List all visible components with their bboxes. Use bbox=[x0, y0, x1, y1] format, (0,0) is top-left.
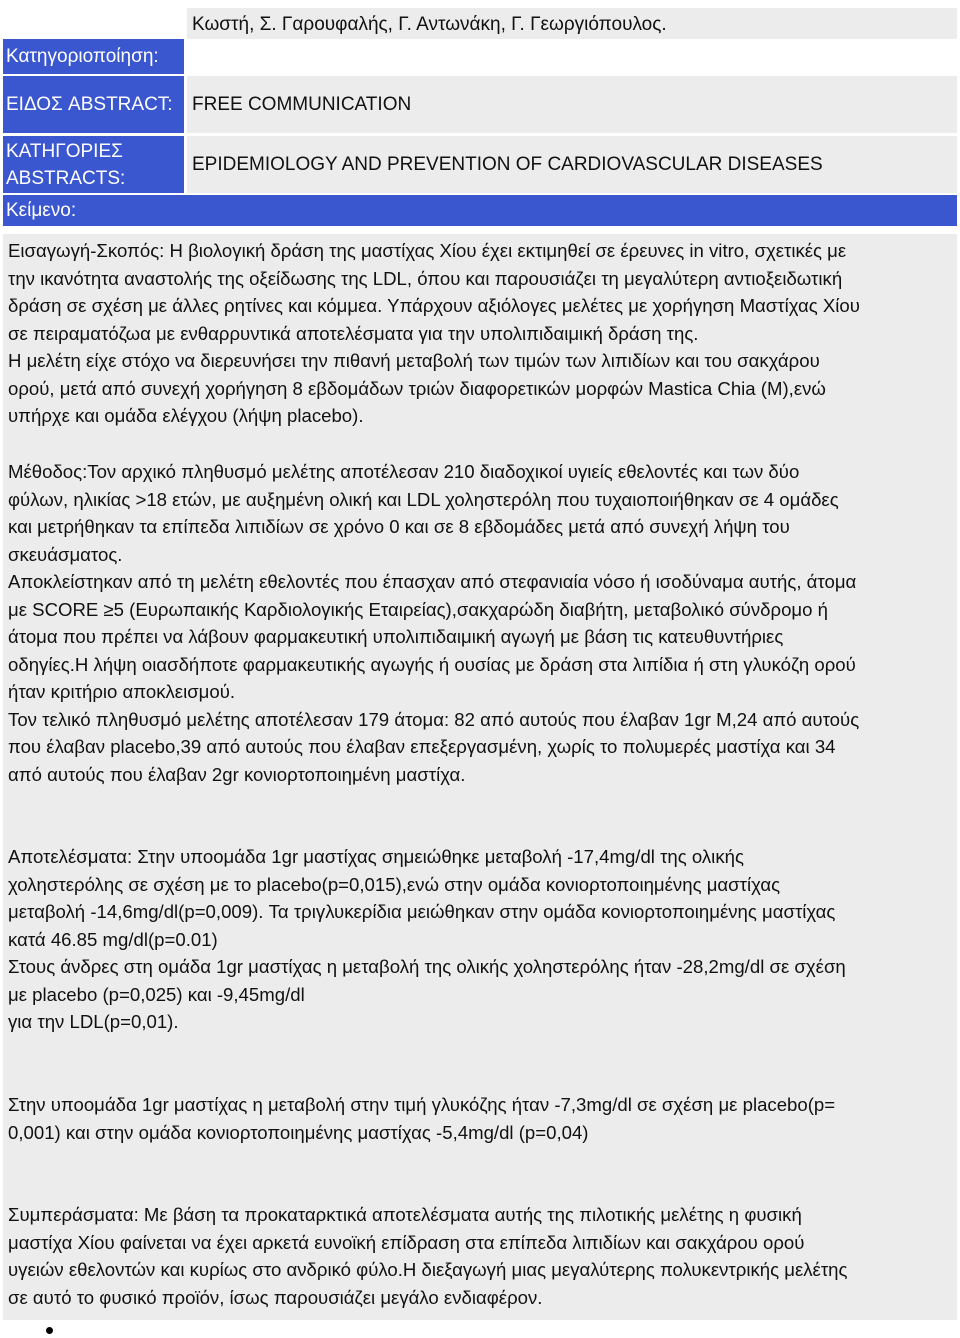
body-label-row bbox=[3, 195, 957, 226]
list-bullet bbox=[46, 1327, 53, 1334]
category-label: Κατηγοριοποίηση: bbox=[3, 39, 184, 74]
authors-row bbox=[3, 8, 957, 39]
category-value bbox=[187, 39, 957, 74]
abstract-type-label: ΕΙΔΟΣ ABSTRACT: bbox=[3, 76, 184, 133]
abstract-categories-value: EPIDEMIOLOGY AND PREVENTION OF CARDIOVASCULAR DISEASES bbox=[187, 136, 957, 193]
conclusions-paragraph: Συμπεράσματα: Με βάση τα προκαταρκτικά αποτελέσματα αυτής της πιλοτικής μελέτης η φυσική μαστίχα Χίου φαίνεται να έχει αρκετά ευνοϊκή επίδραση στα επίπεδα λιπιδίων και σακχάρου ορού υγειών εθελοντών και κυρίως στο ανδρικό φύλο.Η διεξαγωγή μιας μεγαλύτερης πολυκεντρικής μελέτης σε αυτό το φυσικό προϊόν, ίσως παρουσιάζει μεγάλο ενδιαφέρον. bbox=[8, 1204, 848, 1308]
abstract-body bbox=[3, 234, 957, 1320]
abstract-metadata-table bbox=[3, 8, 957, 226]
category-row bbox=[3, 39, 957, 74]
authors-label-cell bbox=[3, 8, 184, 39]
authors-value: Κωστή, Σ. Γαρουφαλής, Γ. Αντωνάκη, Γ. Γεωργιόπουλος. bbox=[187, 8, 957, 39]
body-label: Κείμενο: bbox=[3, 195, 957, 226]
glucose-paragraph: Στην υποομάδα 1gr μαστίχας η μεταβολή στην τιμή γλυκόζης ήταν -7,3mg/dl σε σχέση με placebo(p= 0,001) και στην ομάδα κονιορτοποιημένης μαστίχας -5,4mg/dl (p=0,04) bbox=[8, 1094, 836, 1143]
methods-paragraph: Μέθοδος:Τον αρχικό πληθυσμό μελέτης αποτέλεσαν 210 διαδοχικοί υγιείς εθελοντές και των δύο φύλων, ηλικίας >18 ετών, με αυξημένη ολική και LDL χοληστερόλη που τυχαιοποιήθηκαν σε 4 ομάδες και μετρήθηκαν τα επίπεδα λιπιδίων σε χρόνο 0 και σε 8 εβδομάδες μετά από συνεχή λήψη του σκευάσματος. Αποκλείστηκαν από τη μελέτη εθελοντές που έπασχαν από στεφανιαία νόσο ή ισοδύναμα αυτής, άτομα με SCORE ≥5 (Ευρωπαικής Καρδιολογικής Εταιρείας),σακχαρώδη διαβήτη, μεταβολικό σύνδρομο ή άτομα που πρέπει να λάβουν φαρμακευτική υπολιπιδαιμική αγωγή με βάση τις κατευθυντήριες οδηγίες.Η λήψη οιασδήποτε φαρμακευτικής αγωγής ή ουσίας με δράση στα λιπίδια ή στη γλυκόζη ορού ήταν κριτήριο αποκλεισμού. Τον τελικό πληθυσμό μελέτης αποτέλεσαν 179 άτομα: 82 από αυτούς που έλαβαν 1gr M,24 από αυτούς που έλαβαν placebo,39 από αυτούς που έλαβαν επεξεργασμένη, χωρίς το πολυμερές μαστίχα και 34 από αυτούς που έλαβαν 2gr κονιορτοποιημένη μαστίχα. bbox=[8, 461, 860, 785]
intro-paragraph: Εισαγωγή-Σκοπός: Η βιολογική δράση της μαστίχας Χίου έχει εκτιμηθεί σε έρευνες in vitro, σχετικές με την ικανότητα αναστολής της οξείδωσης της LDL, όπου και παρουσιάζει τη μεγαλύτερη αντιοξειδωτική δράση σε σχέση με άλλες ρητίνες και κόμμεα. Υπάρχουν αξιόλογες μελέτες με χορήγηση Μαστίχας Χίου σε πειραματόζωα με ενθαρρυντικά αποτελέσματα για την υπολιπιδαιμική δράση της. Η μελέτη είχε στόχο να διερευνήσει την πιθανή μεταβολή των τιμών των λιπιδίων και του σακχάρου ορού, μετά από συνεχή χορήγηση 8 εβδομάδων τριών διαφορετικών μορφών Mastica Chia (M),ενώ υπήρχε και ομάδα ελέγχου (λήψη placebo). bbox=[8, 240, 860, 426]
abstract-categories-row bbox=[3, 136, 957, 193]
abstract-type-value: FREE COMMUNICATION bbox=[187, 76, 957, 133]
abstract-categories-label: ΚΑΤΗΓΟΡΙΕΣ ABSTRACTS: bbox=[3, 136, 184, 193]
results-paragraph: Αποτελέσματα: Στην υποομάδα 1gr μαστίχας σημειώθηκε μεταβολή -17,4mg/dl της ολικής χοληστερόλης σε σχέση με το placebo(p=0,015),ενώ στην ομάδα κονιορτοποιημένης μαστίχας μεταβολή -14,6mg/dl(p=0,009). Τα τριγλυκερίδια μειώθηκαν στην ομάδα κονιορτοποιημένης μαστίχας κατά 46.85 mg/dl(p=0.01) Στους άνδρες στη ομάδα 1gr μαστίχας η μεταβολή της ολικής χοληστερόλης ήταν -28,2mg/dl σε σχέση με placebo (p=0,025) και -9,45mg/dl για την LDL(p=0,01). bbox=[8, 846, 846, 1032]
abstract-type-row bbox=[3, 76, 957, 133]
